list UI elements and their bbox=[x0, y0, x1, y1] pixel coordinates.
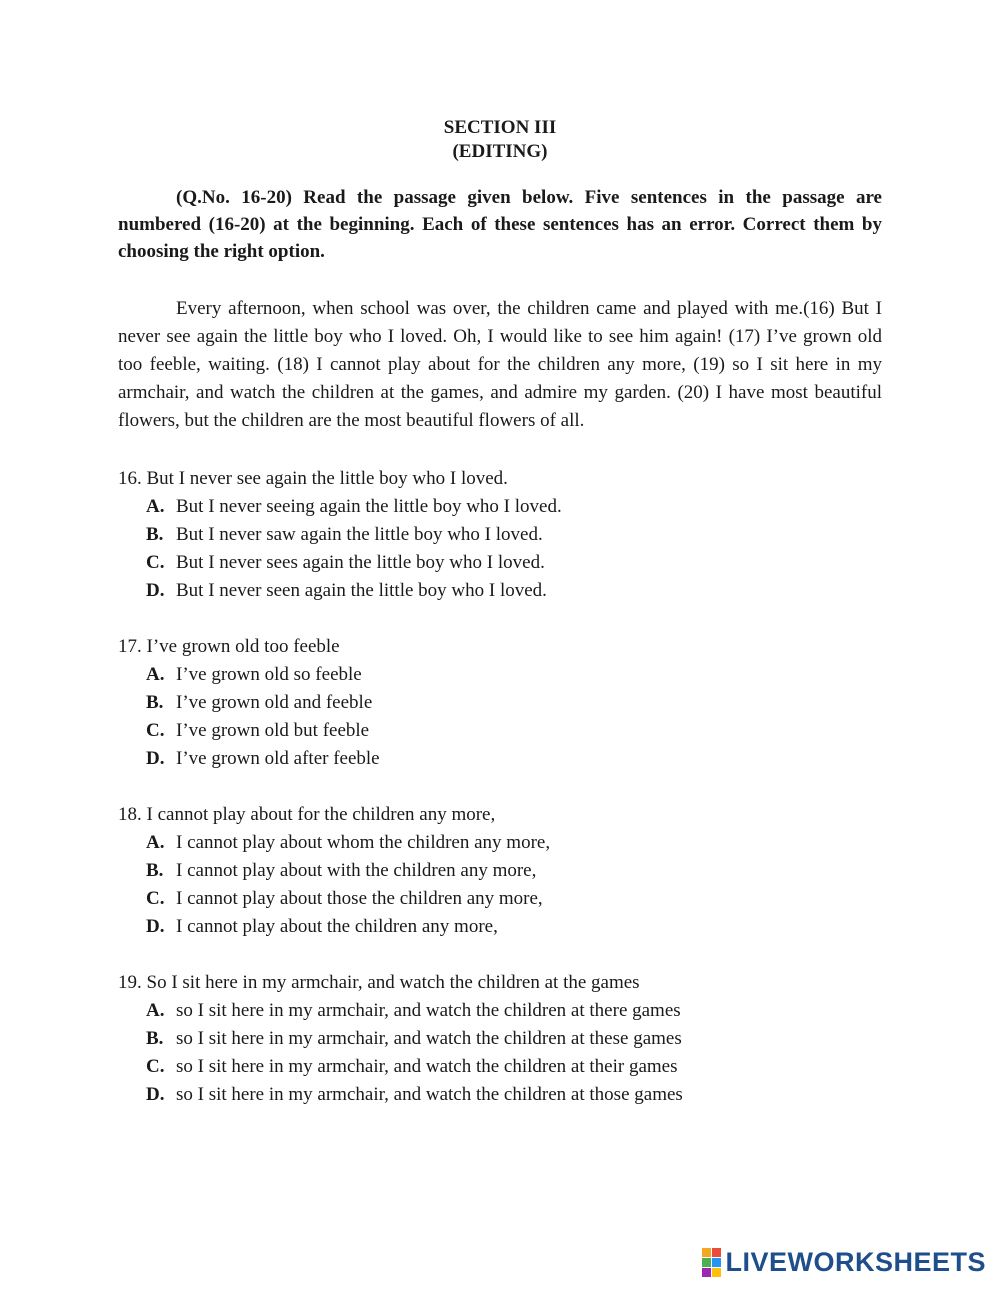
option-text: But I never sees again the little boy who I loved. bbox=[176, 552, 545, 573]
logo-block bbox=[702, 1258, 711, 1267]
option-17-d[interactable] bbox=[146, 745, 882, 773]
option-letter: A. bbox=[146, 664, 165, 685]
question-stem: 19. So I sit here in my armchair, and watch the children at the games bbox=[118, 972, 640, 993]
question-17 bbox=[118, 633, 882, 773]
option-18-d[interactable] bbox=[146, 913, 882, 941]
option-16-d[interactable] bbox=[146, 577, 882, 605]
question-stem: 17. I’ve grown old too feeble bbox=[118, 636, 340, 657]
option-letter: B. bbox=[146, 860, 164, 881]
option-text: so I sit here in my armchair, and watch the children at those games bbox=[176, 1084, 683, 1105]
option-letter: D. bbox=[146, 580, 165, 601]
option-16-b[interactable] bbox=[146, 521, 882, 549]
option-text: But I never seen again the little boy who I loved. bbox=[176, 580, 547, 601]
question-stem: 18. I cannot play about for the children any more, bbox=[118, 804, 496, 825]
option-letter: C. bbox=[146, 720, 165, 741]
option-18-a[interactable] bbox=[146, 829, 882, 857]
reading-passage: Every afternoon, when school was over, the children came and played with me.(16) But I never see again the little boy who I loved. Oh, I would like to see him again! (17) I’ve grown old too feeble, waiting. (18) I cannot play about for the children any more, (19) so I sit here in my armchair, and watch the children at the games, and admire my garden. (20) I have most beautiful flowers, but the children are the most beautiful flowers of all. bbox=[118, 298, 882, 431]
section-title: SECTION III bbox=[443, 117, 557, 138]
option-letter: C. bbox=[146, 1056, 165, 1077]
logo-block bbox=[702, 1248, 711, 1257]
option-text: But I never seeing again the little boy who I loved. bbox=[176, 496, 562, 517]
option-19-c[interactable] bbox=[146, 1053, 882, 1081]
option-16-c[interactable] bbox=[146, 549, 882, 577]
option-letter: C. bbox=[146, 888, 165, 909]
option-letter: A. bbox=[146, 1000, 165, 1021]
question-19 bbox=[118, 969, 882, 1109]
option-letter: C. bbox=[146, 552, 165, 573]
question-18 bbox=[118, 801, 882, 941]
instructions: (Q.No. 16-20) Read the passage given below. Five sentences in the passage are numbered (16-20) at the beginning. Each of these sentences has an error. Correct them by choosing the right option. bbox=[118, 187, 882, 262]
section-subtitle: (EDITING) bbox=[452, 141, 548, 162]
option-text: I cannot play about those the children any more, bbox=[176, 888, 543, 909]
logo-block bbox=[712, 1258, 721, 1267]
logo-text: LIVEWORKSHEETS bbox=[725, 1246, 986, 1277]
option-19-d[interactable] bbox=[146, 1081, 882, 1109]
option-text: I’ve grown old but feeble bbox=[176, 720, 370, 741]
option-text: I’ve grown old and feeble bbox=[176, 692, 373, 713]
option-letter: B. bbox=[146, 524, 164, 545]
option-letter: D. bbox=[146, 748, 165, 769]
option-text: I cannot play about with the children any more, bbox=[176, 860, 537, 881]
option-text: so I sit here in my armchair, and watch the children at there games bbox=[176, 1000, 681, 1021]
option-18-c[interactable] bbox=[146, 885, 882, 913]
option-text: But I never saw again the little boy who I loved. bbox=[176, 524, 543, 545]
option-text: I cannot play about whom the children any more, bbox=[176, 832, 551, 853]
option-text: I’ve grown old after feeble bbox=[176, 748, 380, 769]
option-18-b[interactable] bbox=[146, 857, 882, 885]
option-17-a[interactable] bbox=[146, 661, 882, 689]
question-16 bbox=[118, 465, 882, 605]
option-19-b[interactable] bbox=[146, 1025, 882, 1053]
option-17-b[interactable] bbox=[146, 689, 882, 717]
logo-blocks-icon bbox=[702, 1248, 721, 1277]
option-16-a[interactable] bbox=[146, 493, 882, 521]
liveworksheets-logo[interactable] bbox=[702, 1247, 986, 1277]
option-text: so I sit here in my armchair, and watch the children at their games bbox=[176, 1056, 678, 1077]
option-text: I cannot play about the children any more, bbox=[176, 916, 498, 937]
question-stem: 16. But I never see again the little boy who I loved. bbox=[118, 468, 508, 489]
question-list bbox=[118, 465, 882, 1109]
option-text: so I sit here in my armchair, and watch the children at these games bbox=[176, 1028, 682, 1049]
worksheet-page bbox=[118, 116, 882, 1109]
option-letter: A. bbox=[146, 832, 165, 853]
logo-block bbox=[712, 1248, 721, 1257]
option-letter: D. bbox=[146, 1084, 165, 1105]
option-letter: B. bbox=[146, 692, 164, 713]
option-letter: B. bbox=[146, 1028, 164, 1049]
option-letter: D. bbox=[146, 916, 165, 937]
option-19-a[interactable] bbox=[146, 997, 882, 1025]
option-letter: A. bbox=[146, 496, 165, 517]
option-17-c[interactable] bbox=[146, 717, 882, 745]
logo-block bbox=[712, 1268, 721, 1277]
logo-block bbox=[702, 1268, 711, 1277]
option-text: I’ve grown old so feeble bbox=[176, 664, 362, 685]
